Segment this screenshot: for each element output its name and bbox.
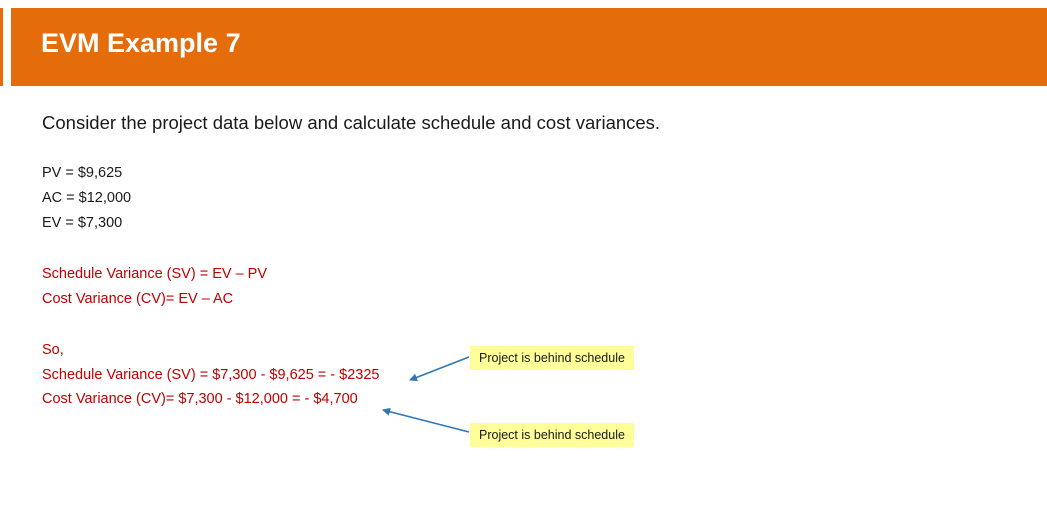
arrow-to-cv	[383, 410, 469, 432]
pv-value: PV = $9,625	[42, 165, 123, 181]
ev-value: EV = $7,300	[42, 215, 123, 231]
cv-formula: Cost Variance (CV)= EV – AC	[42, 291, 234, 307]
page-title: EVM Example 7	[41, 28, 241, 58]
ac-value: AC = $12,000	[42, 190, 132, 206]
callout-top: Project is behind schedule	[470, 346, 634, 370]
callout-bottom: Project is behind schedule	[470, 423, 634, 447]
title-bar	[11, 8, 1047, 86]
sv-calculation: Schedule Variance (SV) = $7,300 - $9,625 = - $2325	[42, 367, 380, 383]
cv-calculation: Cost Variance (CV)= $7,300 - $12,000 = - $4,700	[42, 391, 358, 407]
left-accent-bar	[0, 8, 3, 86]
sv-formula: Schedule Variance (SV) = EV – PV	[42, 266, 268, 282]
so-label: So,	[42, 342, 64, 358]
arrow-to-sv	[410, 357, 469, 380]
intro-text: Consider the project data below and calculate schedule and cost variances.	[42, 112, 661, 133]
